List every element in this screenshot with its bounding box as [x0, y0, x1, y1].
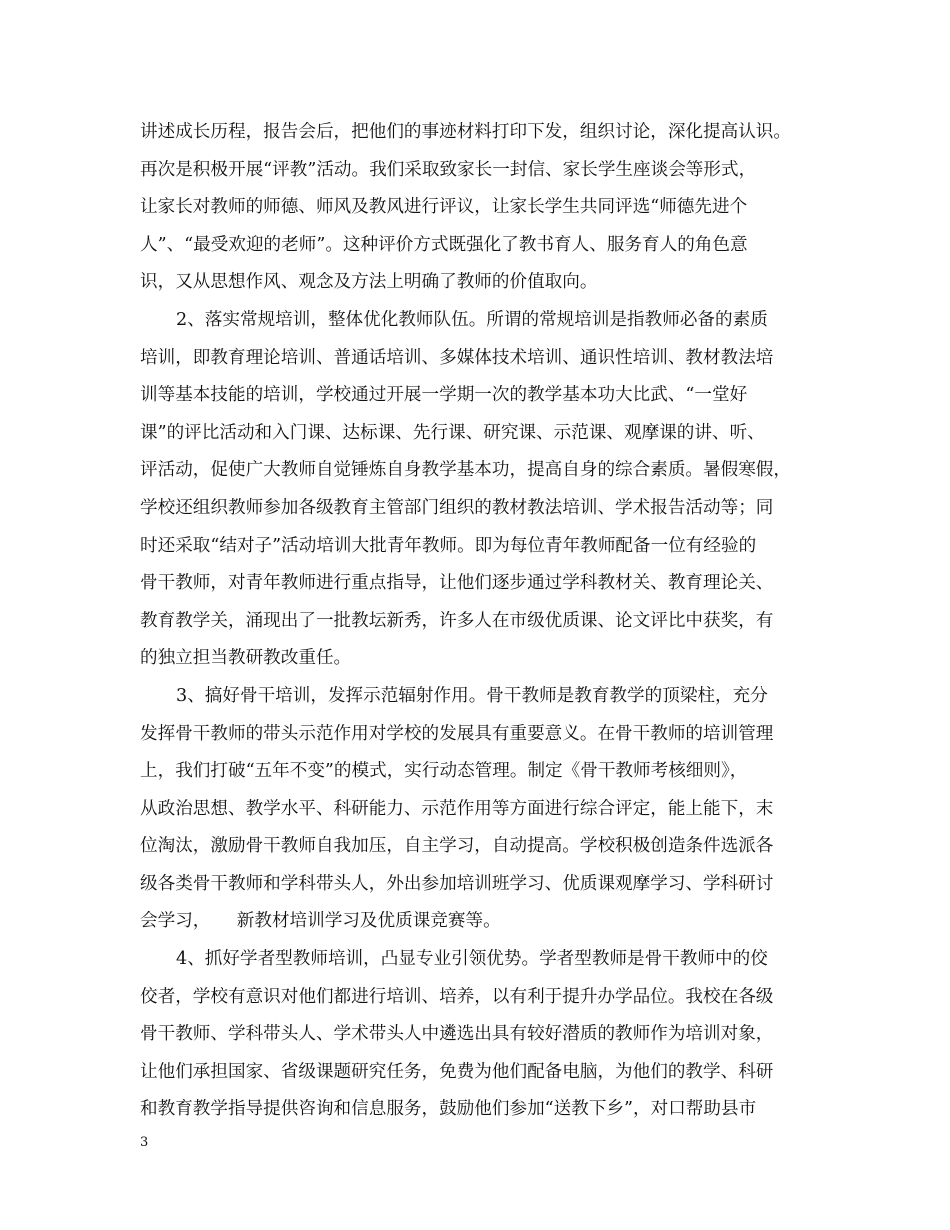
text-line: 骨干教师，对青年教师进行重点指导，让他们逐步通过学科教材关、教育理论关、 — [140, 573, 774, 594]
text-line: 识，又从思想作风、观念及方法上明确了教师的价值取向。 — [140, 272, 598, 293]
text-line: 学校还组织教师参加各级教育主管部门组织的教材教法培训、学术报告活动等；同 — [140, 497, 774, 518]
text-line: 和教育教学指导提供咨询和信息服务，鼓励他们参加“送教下乡”，对口帮助县市 — [140, 1099, 757, 1120]
text-line: 培训，即教育理论培训、普通话培训、多媒体技术培训、通识性培训、教材教法培 — [140, 347, 774, 368]
body-text — [140, 114, 820, 1129]
text-line: 时还采取“结对子”活动培训大批青年教师。即为每位青年教师配备一位有经验的 — [140, 535, 757, 556]
text-line: 位淘汰，激励骨干教师自我加压，自主学习，自动提高。学校积极创造条件选派各 — [140, 836, 774, 857]
text-line: 2、落实常规培训，整体优化教师队伍。所谓的常规培训是指教师必备的素质 — [176, 309, 768, 330]
text-line: 佼者，学校有意识对他们都进行培训、培养，以有利于提升办学品位。我校在各级 — [140, 986, 774, 1007]
text-line: 评活动，促使广大教师自觉锤炼自身教学基本功，提高自身的综合素质。暑假寒假， — [140, 460, 791, 481]
text-line: 会学习， 新教材培训学习及优质课竞赛等。 — [140, 911, 501, 932]
text-line: 的独立担当教研教改重任。 — [140, 648, 352, 669]
text-line: 级各类骨干教师和学科带头人，外出参加培训班学习、优质课观摩学习、学科研讨 — [140, 873, 774, 894]
text-line: 让他们承担国家、省级课题研究任务，免费为他们配备电脑，为他们的教学、科研 — [140, 1061, 774, 1082]
text-line: 训等基本技能的培训，学校通过开展一学期一次的教学基本功大比武、“一堂好 — [140, 385, 748, 406]
text-line: 从政治思想、教学水平、科研能力、示范作用等方面进行综合评定，能上能下，末 — [140, 798, 774, 819]
text-line: 上，我们打破“五年不变”的模式，实行动态管理。制定《骨干教师考核细则》， — [140, 761, 748, 782]
text-line: 让家长对教师的师德、师风及教风进行评议，让家长学生共同评选“师德先进个 — [140, 197, 748, 218]
text-line: 骨干教师、学科带头人、学术带头人中遴选出具有较好潜质的教师作为培训对象， — [140, 1024, 774, 1045]
text-line: 教育教学关，涌现出了一批教坛新秀，许多人在市级优质课、论文评比中获奖，有 — [140, 610, 774, 631]
text-line: 发挥骨干教师的带头示范作用对学校的发展具有重要意义。在骨干教师的培训管理 — [140, 723, 774, 744]
text-line: 4、抓好学者型教师培训，凸显专业引领优势。学者型教师是骨干教师中的佼 — [176, 949, 768, 970]
text-line: 课”的评比活动和入门课、达标课、先行课、研究课、示范课、观摩课的讲、听、 — [140, 422, 765, 443]
page-number: 3 — [140, 1135, 149, 1150]
text-line: 再次是积极开展“评教”活动。我们采取致家长一封信、家长学生座谈会等形式， — [140, 159, 757, 180]
text-line: 讲述成长历程，报告会后，把他们的事迹材料打印下发，组织讨论，深化提高认识。 — [140, 122, 791, 142]
text-line: 3、搞好骨干培训，发挥示范辐射作用。骨干教师是教育教学的顶梁柱，充分 — [176, 685, 768, 706]
text-line: 人”、“最受欢迎的老师”。这种评价方式既强化了教书育人、服务育人的角色意 — [140, 234, 748, 255]
